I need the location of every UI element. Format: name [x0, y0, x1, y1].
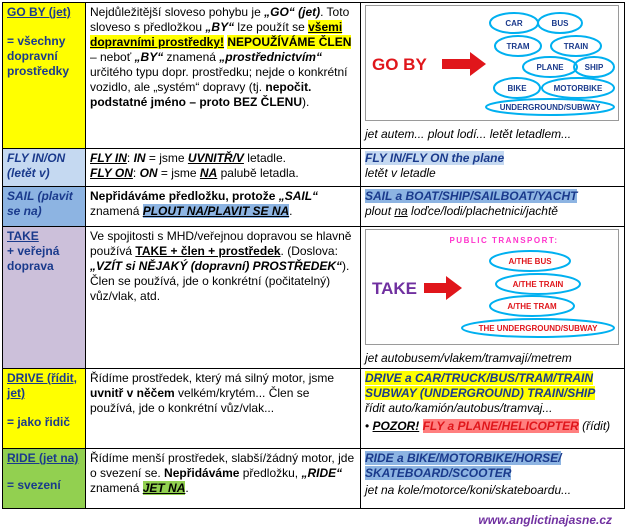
label-go-by [3, 3, 86, 149]
text: určitého typu dopr. prostředku; nejde o konkrétní vozidlo, ale „systém“ dopravy (tj. [90, 65, 348, 94]
ride-example-highlight: RIDE a BIKE/MOTORBIKE/HORSE/ SKATEBOARD/SCOOTER [365, 451, 562, 480]
text-in: IN [133, 151, 146, 165]
drive-translation: řídit auto/kamión/autobus/tramvaj... [365, 401, 553, 415]
drive-example-highlight-2: SUBWAY (UNDERGROUND) TRAIN/SHIP [365, 386, 596, 400]
take-item-train: A/THE TRAIN [512, 280, 564, 289]
text-ride: „RIDE“ [301, 466, 343, 480]
vehicle-bus: BUS [551, 19, 569, 28]
text: Nejdůležitější sloveso pohybu je [90, 5, 265, 19]
warning-highlight: FLY a PLANE/HELICOPTER [422, 419, 579, 433]
text-literal: „VZÍT si NĚJAKÝ (dopravní) PROSTŘEDEK“ [90, 259, 343, 273]
text: loďce/lodi/plachetnici/jachtě [407, 204, 558, 218]
example-drive [361, 369, 625, 449]
arrow-icon [424, 276, 462, 300]
text: ). [302, 95, 310, 109]
highlight-all-vehicles: všemi dopravními prostředky! [90, 20, 343, 49]
take-diagram-verb: TAKE [372, 279, 418, 298]
fly-translation: letět v letadle [365, 166, 436, 180]
text: předložku, [239, 466, 302, 480]
text: ). Člen se používá, jde o konkrétní (počitatelný) vůz/vlak, atd. [90, 259, 350, 303]
text: – neboť [90, 50, 135, 64]
text-uncountable: nepočit. podstatné jméno – proto BEZ ČLENU [90, 80, 312, 109]
take-item-bus: A/THE BUS [508, 257, 552, 266]
text: = jsme [145, 151, 188, 165]
vehicle-ship: SHIP [584, 63, 604, 72]
label-drive [3, 369, 86, 449]
desc-ride [86, 449, 361, 509]
website-link[interactable]: www.anglictinajasne.cz [478, 513, 612, 527]
text: plout [365, 204, 395, 218]
verb-ride: RIDE (jet na) [7, 451, 79, 465]
text-on-deck: NA [199, 166, 218, 180]
text: lze použít se [234, 20, 309, 34]
text-fly-in: FLY IN [90, 151, 127, 165]
text: . (Doslova: [280, 244, 338, 258]
text: . [185, 481, 189, 495]
text: Ve spojitosti s MHD/veřejnou dopravou se hlavně používá [90, 229, 352, 258]
example-ride [361, 449, 625, 509]
ride-meaning: = svezení [7, 478, 61, 492]
ride-translation: jet na kole/motorce/koni/skateboardu... [365, 483, 572, 497]
row-go-by [3, 3, 625, 149]
verb-take: TAKE [7, 229, 39, 243]
example-sail [361, 187, 625, 227]
fly-example-highlight: FLY IN/FLY ON the plane [365, 151, 505, 165]
verb-sail: SAIL (plavit se na) [7, 189, 73, 218]
desc-drive [86, 369, 361, 449]
example-go-by [361, 3, 625, 149]
go-by-diagram [365, 5, 619, 121]
desc-take [86, 227, 361, 369]
go-by-meaning: = všechny dopravní prostředky [7, 34, 70, 78]
text: . Toto sloveso s předložkou [90, 5, 350, 34]
take-item-tram: A/THE TRAM [507, 302, 557, 311]
take-diagram-svg [366, 230, 618, 340]
desc-fly [86, 149, 361, 187]
text: znamená [90, 204, 143, 218]
example-fly [361, 149, 625, 187]
desc-go-by [86, 3, 361, 149]
arrow-icon [442, 52, 486, 76]
drive-example-highlight-1: DRIVE a CAR/TRUCK/BUS/TRAM/TRAIN [365, 371, 593, 385]
warning-label: POZOR! [372, 419, 420, 433]
desc-sail [86, 187, 361, 227]
text-na: na [394, 204, 408, 218]
label-ride [3, 449, 86, 509]
row-sail [3, 187, 625, 227]
text: Řídíme prostředek, který má silný motor, jsme [90, 371, 335, 385]
verb-drive: DRIVE (řídit, jet) [7, 371, 78, 400]
vehicle-motorbike: MOTORBIKE [553, 84, 603, 93]
text: palubě letadla. [217, 166, 299, 180]
take-diagram [365, 229, 619, 345]
text-fly-on: FLY ON [90, 166, 133, 180]
label-fly [3, 149, 86, 187]
text: : [132, 166, 140, 180]
sail-example-highlight: SAIL a BOAT/SHIP/SAILBOAT/YACHT [365, 189, 578, 203]
text-inside: UVNITŘ/V [187, 151, 244, 165]
label-take [3, 227, 86, 369]
transport-verbs-table [2, 2, 625, 509]
text-inside-something: uvnitř v něčem [90, 386, 175, 400]
text-go: „GO“ (jet) [264, 5, 321, 19]
text: Řídíme menší prostředek, slabší/žádný motor, jde o svezení se. [90, 451, 355, 480]
text: (řídit) [578, 419, 611, 433]
text-on: ON [139, 166, 158, 180]
take-diagram-title: PUBLIC TRANSPORT: [449, 236, 559, 245]
row-take [3, 227, 625, 369]
text-via: „prostřednictvím“ [219, 50, 322, 64]
text: Nepřidáváme předložku, protože [90, 189, 279, 203]
go-by-diagram-verb: GO BY [372, 55, 427, 74]
row-drive [3, 369, 625, 449]
vehicle-train: TRAIN [563, 42, 589, 51]
vehicle-tram: TRAM [506, 42, 530, 51]
highlight-no-article: NEPOUŽÍVÁME ČLEN [227, 35, 352, 49]
text: . [289, 204, 293, 218]
take-translation: jet autobusem/vlakem/tramvají/metrem [365, 351, 572, 365]
text-no-preposition: Nepřidáváme [164, 466, 240, 480]
verb-go-by: GO BY (jet) [7, 5, 71, 19]
highlight-sail-meaning: PLOUT NA/PLAVIT SE NA [142, 204, 290, 218]
drive-meaning: = jako řidič [7, 415, 71, 429]
vehicle-underground: UNDERGROUND/SUBWAY [499, 103, 601, 112]
text: znamená [163, 50, 220, 64]
text-sail: „SAIL“ [278, 189, 319, 203]
vehicle-car: CAR [505, 19, 523, 28]
row-ride [3, 449, 625, 509]
label-sail [3, 187, 86, 227]
take-item-subway: THE UNDERGROUND/SUBWAY [478, 324, 598, 333]
vehicle-plane: PLANE [536, 63, 564, 72]
text: = jsme [157, 166, 200, 180]
text-by: „BY“ [134, 50, 164, 64]
take-meaning: + veřejná doprava [7, 244, 60, 273]
verb-fly: FLY IN/ON (letět v) [7, 151, 66, 180]
text: : [126, 151, 134, 165]
text: znamená [90, 481, 143, 495]
text: letadle. [243, 151, 286, 165]
text-by: „BY“ [205, 20, 235, 34]
go-by-diagram-svg [366, 6, 618, 116]
text-take-article: TAKE + člen + prostředek [135, 244, 281, 258]
go-by-translation: jet autem... plout lodí... letět letadlem... [365, 127, 572, 141]
highlight-ride-meaning: JET NA [142, 481, 186, 495]
example-take [361, 227, 625, 369]
bullet-icon: • [365, 419, 370, 433]
vehicle-bike: BIKE [507, 84, 527, 93]
text: velkém/krytém... Člen se používá, jde o konkrétní vůz/vlak... [90, 386, 310, 415]
row-fly [3, 149, 625, 187]
